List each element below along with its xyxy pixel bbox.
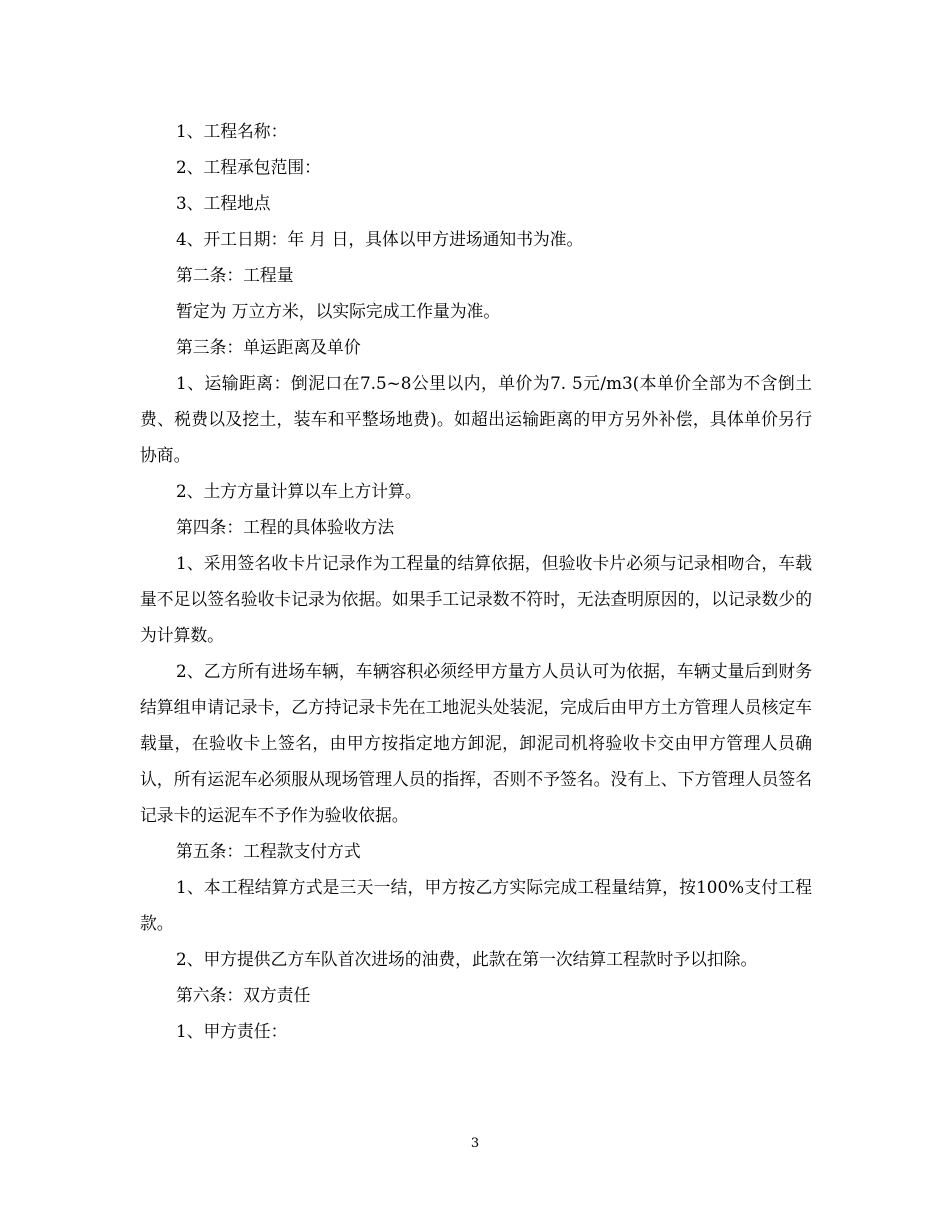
paragraph-acceptance-card: 1、采用签名收卡片记录作为工程量的结算依据，但验收卡片必须与记录相吻合，车载量不足以签名验收卡记录为依据。如果手工记录数不符时，无法查明原因的，以记录数少的为计算数。 (140, 553, 812, 645)
heading-article-4: 第四条：工程的具体验收方法 (176, 517, 395, 537)
heading-article-2: 第二条：工程量 (176, 265, 294, 285)
paragraph-project-location: 3、工程地点 (176, 193, 271, 213)
document-body (140, 113, 812, 1049)
heading-article-3: 第三条：单运距离及单价 (176, 337, 361, 357)
paragraph-contract-scope: 2、工程承包范围： (176, 157, 321, 177)
paragraph-transport-distance: 1、运输距离：倒泥口在7.5~8公里以内，单价为7. 5元/m3(本单价全部为不含倒土费、税费以及挖土，装车和平整场地费)。如超出运输距离的甲方另外补偿，具体单价另行协商。 (140, 373, 812, 465)
paragraph-fuel-cost: 2、甲方提供乙方车队首次进场的油费，此款在第一次结算工程款时予以扣除。 (176, 949, 758, 969)
paragraph-vehicle-procedure: 2、乙方所有进场车辆，车辆容积必须经甲方量方人员认可为依据，车辆丈量后到财务结算组申请记录卡，乙方持记录卡先在工地泥头处装泥，完成后由甲方土方管理人员核定车载量，在验收卡上签名，由甲方按指定地方卸泥，卸泥司机将验收卡交由甲方管理人员确认，所有运泥车必须服从现场管理人员的指挥，否则不予签名。没有上、下方管理人员签名记录卡的运泥车不予作为验收依据。 (140, 661, 812, 825)
heading-article-5: 第五条：工程款支付方式 (176, 841, 361, 861)
paragraph-settlement: 1、本工程结算方式是三天一结，甲方按乙方实际完成工程量结算，按100%支付工程款。 (140, 877, 812, 933)
paragraph-volume-calculation: 2、土方方量计算以车上方计算。 (176, 481, 422, 501)
heading-article-6: 第六条：双方责任 (176, 985, 311, 1005)
paragraph-quantity: 暂定为 万立方米，以实际完成工作量为准。 (176, 301, 501, 321)
page-number: 3 (470, 1136, 480, 1151)
paragraph-start-date: 4、开工日期：年 月 日，具体以甲方进场通知书为准。 (176, 229, 584, 249)
paragraph-party-a-duties: 1、甲方责任： (176, 1021, 288, 1041)
paragraph-project-name: 1、工程名称： (176, 121, 288, 141)
